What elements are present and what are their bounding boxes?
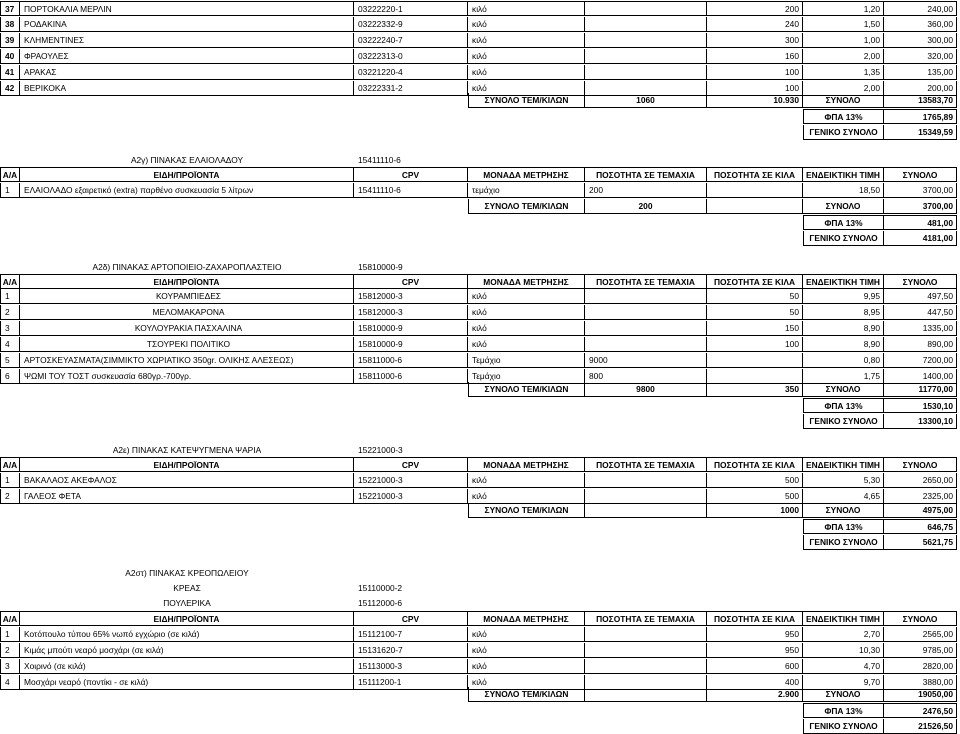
item-unit: κιλό xyxy=(468,33,585,48)
table-header xyxy=(0,167,957,182)
sum-label: ΣΥΝΟΛΟ ΤΕΜ/ΚΙΛΩΝ xyxy=(468,687,585,702)
item-pieces: 200 xyxy=(585,183,707,198)
row-number: 41 xyxy=(0,65,20,80)
item-cpv: 15113000-3 xyxy=(354,659,468,674)
item-cpv: 15221000-3 xyxy=(354,473,468,488)
row-number: 2 xyxy=(0,643,20,658)
item-unit: κιλό xyxy=(468,675,585,690)
item-name: ΜΕΛΟΜΑΚΑΡΟΝΑ xyxy=(20,305,354,320)
total-value: 4975,00 xyxy=(884,503,957,518)
item-cpv: 15810000-9 xyxy=(354,321,468,336)
table-row xyxy=(0,65,957,80)
sum-row xyxy=(0,382,957,397)
header-cpv: CPV xyxy=(354,611,468,626)
vat-row xyxy=(0,215,957,230)
grand-total-row xyxy=(0,414,957,429)
item-kg: 150 xyxy=(707,321,803,336)
item-total: 1400,00 xyxy=(884,369,957,384)
table-row xyxy=(0,17,957,32)
grand-total-row xyxy=(0,719,957,734)
item-price: 1,00 xyxy=(803,33,884,48)
item-price: 8,90 xyxy=(803,321,884,336)
header-items: ΕΙΔΗ/ΠΡΟΪΟΝΤΑ xyxy=(20,611,354,626)
item-unit: κιλό xyxy=(468,489,585,504)
item-total: 9785,00 xyxy=(884,643,957,658)
item-total: 135,00 xyxy=(884,65,957,80)
subsection-cpv: 15112000-6 xyxy=(358,598,403,608)
item-name: ΚΟΥΡΑΜΠΙΕΔΕΣ xyxy=(20,289,354,304)
row-number: 1 xyxy=(0,473,20,488)
header-price: ΕΝΔΕΙΚΤΙΚΗ ΤΙΜΗ xyxy=(803,167,884,182)
section-title-row xyxy=(0,566,957,581)
grand-total-value: 5621,75 xyxy=(884,535,957,550)
item-name: ΤΣΟΥΡΕΚΙ ΠΟΛΙΤΙΚΟ xyxy=(20,337,354,352)
item-total: 497,50 xyxy=(884,289,957,304)
total-value: 13583,70 xyxy=(884,93,957,108)
item-pieces xyxy=(585,1,707,16)
item-name: ΚΟΥΛΟΥΡΑΚΙΑ ΠΑΣΧΑΛΙΝΑ xyxy=(20,321,354,336)
item-unit: κιλό xyxy=(468,49,585,64)
item-pieces xyxy=(585,321,707,336)
vat-value: 1530,10 xyxy=(884,398,957,413)
item-price: 4,65 xyxy=(803,489,884,504)
item-cpv: 03222331-2 xyxy=(354,81,468,96)
header-total: ΣΥΝΟΛΟ xyxy=(884,611,957,626)
item-unit: κιλό xyxy=(468,81,585,96)
grand-total-row xyxy=(0,231,957,246)
sum-row xyxy=(0,503,957,518)
table-header xyxy=(0,611,957,626)
item-name: ΕΛΑΙΟΛΑΔΟ εξαιρετικό (extra) παρθένο συσκευασία 5 λίτρων xyxy=(20,183,354,198)
table-header xyxy=(0,274,957,289)
item-price: 10,30 xyxy=(803,643,884,658)
header-price: ΕΝΔΕΙΚΤΙΚΗ ΤΙΜΗ xyxy=(803,274,884,289)
grand-total-value: 15349,59 xyxy=(884,125,957,140)
item-unit: κιλό xyxy=(468,627,585,642)
row-number: 2 xyxy=(0,305,20,320)
item-kg xyxy=(707,183,803,198)
item-cpv: 15131620-7 xyxy=(354,643,468,658)
sum-pieces: 200 xyxy=(585,199,707,214)
item-pieces xyxy=(585,289,707,304)
header-total: ΣΥΝΟΛΟ xyxy=(884,457,957,472)
item-kg: 600 xyxy=(707,659,803,674)
item-total: 320,00 xyxy=(884,49,957,64)
section-title: Α2στ) ΠΙΝΑΚΑΣ ΚΡΕΟΠΩΛΕΙΟΥ xyxy=(125,568,249,578)
item-price: 9,70 xyxy=(803,675,884,690)
item-price: 2,00 xyxy=(803,81,884,96)
sum-pieces: 1060 xyxy=(585,93,707,108)
subsection-row xyxy=(0,596,957,611)
item-kg: 100 xyxy=(707,65,803,80)
table-row xyxy=(0,353,957,368)
table-row xyxy=(0,1,957,16)
item-pieces xyxy=(585,473,707,488)
table-row xyxy=(0,321,957,336)
sum-row xyxy=(0,199,957,214)
item-name: ΠΟΡΤΟΚΑΛΙΑ ΜΕΡΛΙΝ xyxy=(20,1,354,16)
vat-label: ΦΠΑ 13% xyxy=(803,215,884,230)
item-total: 447,50 xyxy=(884,305,957,320)
item-unit: κιλό xyxy=(468,321,585,336)
table-row xyxy=(0,305,957,320)
sum-label: ΣΥΝΟΛΟ ΤΕΜ/ΚΙΛΩΝ xyxy=(468,199,585,214)
sum-pieces: 9800 xyxy=(585,382,707,397)
item-price: 4,70 xyxy=(803,659,884,674)
item-price: 8,90 xyxy=(803,337,884,352)
sum-label: ΣΥΝΟΛΟ ΤΕΜ/ΚΙΛΩΝ xyxy=(468,382,585,397)
section-cpv: 15221000-3 xyxy=(358,445,403,455)
grand-total-value: 13300,10 xyxy=(884,414,957,429)
item-name: ΑΡΤΟΣΚΕΥΑΣΜΑΤΑ(ΣΙΜΜΙΚΤΟ ΧΩΡΙΑΤΙΚΟ 350gr. ΟΛΙΚΗΣ ΑΛΕΣΕΩΣ) xyxy=(20,353,354,368)
table-row xyxy=(0,289,957,304)
item-unit: κιλό xyxy=(468,659,585,674)
item-price: 9,95 xyxy=(803,289,884,304)
table-row xyxy=(0,627,957,642)
item-kg: 50 xyxy=(707,305,803,320)
vat-row xyxy=(0,703,957,718)
item-total: 240,00 xyxy=(884,1,957,16)
item-kg: 200 xyxy=(707,1,803,16)
item-cpv: 15112100-7 xyxy=(354,627,468,642)
item-kg: 100 xyxy=(707,81,803,96)
row-number: 38 xyxy=(0,17,20,32)
item-name: ΒΕΡΙΚΟΚΑ xyxy=(20,81,354,96)
table-row xyxy=(0,33,957,48)
item-cpv: 15812000-3 xyxy=(354,305,468,320)
item-total: 2325,00 xyxy=(884,489,957,504)
item-kg: 240 xyxy=(707,17,803,32)
row-number: 39 xyxy=(0,33,20,48)
item-kg: 300 xyxy=(707,33,803,48)
subsection-title: ΚΡΕΑΣ xyxy=(173,583,201,593)
section-title: Α2ε) ΠΙΝΑΚΑΣ ΚΑΤΕΨΥΓΜΕΝΑ ΨΑΡΙΑ xyxy=(112,445,262,455)
row-number: 5 xyxy=(0,353,20,368)
header-items: ΕΙΔΗ/ΠΡΟΪΟΝΤΑ xyxy=(20,457,354,472)
item-name: ΓΑΛΕΟΣ ΦΕΤΑ xyxy=(20,489,354,504)
vat-row xyxy=(0,109,957,124)
header-price: ΕΝΔΕΙΚΤΙΚΗ ΤΙΜΗ xyxy=(803,457,884,472)
sum-kg: 1000 xyxy=(707,503,803,518)
item-cpv: 15810000-9 xyxy=(354,337,468,352)
header-kg: ΠΟΣΟΤΗΤΑ ΣΕ ΚΙΛΑ xyxy=(707,274,803,289)
grand-total-label: ΓΕΝΙΚΟ ΣΥΝΟΛΟ xyxy=(803,231,884,246)
item-name: Κοτόπουλο τύπου 65% νωπό εγχώριο (σε κιλά) xyxy=(20,627,354,642)
item-cpv: 03222240-7 xyxy=(354,33,468,48)
item-name: Κιμάς μπούτι νεαρό μοσχάρι (σε κιλά) xyxy=(20,643,354,658)
header-aa: Α/Α xyxy=(0,167,20,182)
grand-total-label: ΓΕΝΙΚΟ ΣΥΝΟΛΟ xyxy=(803,535,884,550)
header-kg: ΠΟΣΟΤΗΤΑ ΣΕ ΚΙΛΑ xyxy=(707,457,803,472)
item-total: 3880,00 xyxy=(884,675,957,690)
header-pieces: ΠΟΣΟΤΗΤΑ ΣΕ ΤΕΜΑΧΙΑ xyxy=(585,167,707,182)
item-kg: 500 xyxy=(707,489,803,504)
item-unit: κιλό xyxy=(468,65,585,80)
sum-row xyxy=(0,687,957,702)
item-price: 0,80 xyxy=(803,353,884,368)
sum-kg: 2.900 xyxy=(707,687,803,702)
item-unit: κιλό xyxy=(468,643,585,658)
header-unit: ΜΟΝΑΔΑ ΜΕΤΡΗΣΗΣ xyxy=(468,167,585,182)
item-pieces xyxy=(585,627,707,642)
item-unit: Τεμάχιο xyxy=(468,369,585,384)
item-kg: 950 xyxy=(707,643,803,658)
item-name: ΦΡΑΟΥΛΕΣ xyxy=(20,49,354,64)
header-pieces: ΠΟΣΟΤΗΤΑ ΣΕ ΤΕΜΑΧΙΑ xyxy=(585,274,707,289)
total-value: 11770,00 xyxy=(884,382,957,397)
item-kg: 50 xyxy=(707,289,803,304)
grand-total-label: ΓΕΝΙΚΟ ΣΥΝΟΛΟ xyxy=(803,414,884,429)
total-label: ΣΥΝΟΛΟ xyxy=(803,382,884,397)
item-name: ΡΟΔΑΚΙΝΑ xyxy=(20,17,354,32)
item-pieces xyxy=(585,643,707,658)
header-unit: ΜΟΝΑΔΑ ΜΕΤΡΗΣΗΣ xyxy=(468,274,585,289)
section-title: Α2γ) ΠΙΝΑΚΑΣ ΕΛΑΙΟΛΑΔΟΥ xyxy=(130,155,244,165)
row-number: 4 xyxy=(0,337,20,352)
header-total: ΣΥΝΟΛΟ xyxy=(884,167,957,182)
vat-label: ΦΠΑ 13% xyxy=(803,519,884,534)
item-pieces xyxy=(585,33,707,48)
total-label: ΣΥΝΟΛΟ xyxy=(803,199,884,214)
row-number: 4 xyxy=(0,675,20,690)
table-row xyxy=(0,643,957,658)
item-price: 1,75 xyxy=(803,369,884,384)
item-name: ΨΩΜΙ ΤΟΥ ΤΟΣΤ συσκευασία 680γρ.-700γρ. xyxy=(20,369,354,384)
item-kg: 400 xyxy=(707,675,803,690)
sum-pieces xyxy=(585,503,707,518)
section-title: Α2δ) ΠΙΝΑΚΑΣ ΑΡΤΟΠΟΙΕΙΟ-ΖΑΧΑΡΟΠΛΑΣΤΕΙΟ xyxy=(92,262,282,272)
item-total: 300,00 xyxy=(884,33,957,48)
item-price: 5,30 xyxy=(803,473,884,488)
item-price: 1,35 xyxy=(803,65,884,80)
header-items: ΕΙΔΗ/ΠΡΟΪΟΝΤΑ xyxy=(20,274,354,289)
item-cpv: 03222313-0 xyxy=(354,49,468,64)
item-kg: 100 xyxy=(707,337,803,352)
item-total: 2565,00 xyxy=(884,627,957,642)
vat-label: ΦΠΑ 13% xyxy=(803,398,884,413)
subsection-cpv: 15110000-2 xyxy=(358,583,403,593)
sum-kg: 350 xyxy=(707,382,803,397)
sum-pieces xyxy=(585,687,707,702)
table-row xyxy=(0,473,957,488)
item-cpv: 03222220-1 xyxy=(354,1,468,16)
total-value: 3700,00 xyxy=(884,199,957,214)
subsection-title: ΠΟΥΛΕΡΙΚΑ xyxy=(163,598,211,608)
header-total: ΣΥΝΟΛΟ xyxy=(884,274,957,289)
table-row xyxy=(0,183,957,198)
item-cpv: 03221220-4 xyxy=(354,65,468,80)
header-cpv: CPV xyxy=(354,457,468,472)
total-label: ΣΥΝΟΛΟ xyxy=(803,503,884,518)
item-total: 1335,00 xyxy=(884,321,957,336)
item-unit: κιλό xyxy=(468,337,585,352)
item-cpv: 15811000-6 xyxy=(354,369,468,384)
item-kg: 500 xyxy=(707,473,803,488)
subsection-row xyxy=(0,581,957,596)
vat-label: ΦΠΑ 13% xyxy=(803,109,884,124)
sum-kg xyxy=(707,199,803,214)
section-cpv: 15411110-6 xyxy=(358,155,401,165)
item-price: 2,00 xyxy=(803,49,884,64)
item-name: Μοσχάρι νεαρό (ποντίκι - σε κιλά) xyxy=(20,675,354,690)
row-number: 3 xyxy=(0,659,20,674)
row-number: 1 xyxy=(0,627,20,642)
row-number: 3 xyxy=(0,321,20,336)
row-number: 37 xyxy=(0,1,20,16)
header-kg: ΠΟΣΟΤΗΤΑ ΣΕ ΚΙΛΑ xyxy=(707,611,803,626)
section-title-row xyxy=(0,153,957,168)
item-cpv: 15411110-6 xyxy=(354,183,468,198)
item-unit: κιλό xyxy=(468,17,585,32)
item-unit: τεμάχιο xyxy=(468,183,585,198)
item-unit: κιλό xyxy=(468,473,585,488)
item-name: Χοιρινό (σε κιλά) xyxy=(20,659,354,674)
item-kg xyxy=(707,353,803,368)
item-total: 360,00 xyxy=(884,17,957,32)
vat-label: ΦΠΑ 13% xyxy=(803,703,884,718)
row-number: 2 xyxy=(0,489,20,504)
item-cpv: 15812000-3 xyxy=(354,289,468,304)
row-number: 1 xyxy=(0,289,20,304)
item-kg: 160 xyxy=(707,49,803,64)
item-pieces xyxy=(585,489,707,504)
item-cpv: 15811000-6 xyxy=(354,353,468,368)
header-aa: Α/Α xyxy=(0,611,20,626)
total-label: ΣΥΝΟΛΟ xyxy=(803,93,884,108)
vat-value: 481,00 xyxy=(884,215,957,230)
item-total: 2650,00 xyxy=(884,473,957,488)
item-pieces: 9000 xyxy=(585,353,707,368)
sum-label: ΣΥΝΟΛΟ ΤΕΜ/ΚΙΛΩΝ xyxy=(468,93,585,108)
table-row xyxy=(0,659,957,674)
item-pieces xyxy=(585,305,707,320)
header-aa: Α/Α xyxy=(0,457,20,472)
item-total: 3700,00 xyxy=(884,183,957,198)
item-price: 2,70 xyxy=(803,627,884,642)
total-value: 19050,00 xyxy=(884,687,957,702)
section-title-row xyxy=(0,260,957,275)
vat-value: 2476,50 xyxy=(884,703,957,718)
header-kg: ΠΟΣΟΤΗΤΑ ΣΕ ΚΙΛΑ xyxy=(707,167,803,182)
header-pieces: ΠΟΣΟΤΗΤΑ ΣΕ ΤΕΜΑΧΙΑ xyxy=(585,457,707,472)
vat-row xyxy=(0,519,957,534)
row-number: 40 xyxy=(0,49,20,64)
vat-value: 646,75 xyxy=(884,519,957,534)
header-pieces: ΠΟΣΟΤΗΤΑ ΣΕ ΤΕΜΑΧΙΑ xyxy=(585,611,707,626)
sum-label: ΣΥΝΟΛΟ ΤΕΜ/ΚΙΛΩΝ xyxy=(468,503,585,518)
item-pieces xyxy=(585,49,707,64)
grand-total-value: 21526,50 xyxy=(884,719,957,734)
total-label: ΣΥΝΟΛΟ xyxy=(803,687,884,702)
item-unit: κιλό xyxy=(468,289,585,304)
table-row xyxy=(0,337,957,352)
item-pieces xyxy=(585,659,707,674)
item-cpv: 03222332-9 xyxy=(354,17,468,32)
item-name: ΑΡΑΚΑΣ xyxy=(20,65,354,80)
table-header xyxy=(0,457,957,472)
row-number: 6 xyxy=(0,369,20,384)
item-name: ΚΛΗΜΕΝΤΙΝΕΣ xyxy=(20,33,354,48)
sum-kg: 10.930 xyxy=(707,93,803,108)
item-price: 1,20 xyxy=(803,1,884,16)
item-price: 8,95 xyxy=(803,305,884,320)
item-total: 2820,00 xyxy=(884,659,957,674)
grand-total-label: ΓΕΝΙΚΟ ΣΥΝΟΛΟ xyxy=(803,719,884,734)
header-cpv: CPV xyxy=(354,274,468,289)
table-row xyxy=(0,489,957,504)
vat-value: 1765,89 xyxy=(884,109,957,124)
row-number: 42 xyxy=(0,81,20,96)
vat-row xyxy=(0,398,957,413)
header-aa: Α/Α xyxy=(0,274,20,289)
header-cpv: CPV xyxy=(354,167,468,182)
item-price: 18,50 xyxy=(803,183,884,198)
item-kg: 950 xyxy=(707,627,803,642)
header-unit: ΜΟΝΑΔΑ ΜΕΤΡΗΣΗΣ xyxy=(468,611,585,626)
item-pieces xyxy=(585,337,707,352)
item-pieces: 800 xyxy=(585,369,707,384)
item-cpv: 15111200-1 xyxy=(354,675,468,690)
grand-total-row xyxy=(0,125,957,140)
section-cpv: 15810000-9 xyxy=(358,262,403,272)
grand-total-label: ΓΕΝΙΚΟ ΣΥΝΟΛΟ xyxy=(803,125,884,140)
row-number: 1 xyxy=(0,183,20,198)
item-total: 200,00 xyxy=(884,81,957,96)
item-unit: κιλό xyxy=(468,1,585,16)
item-pieces xyxy=(585,17,707,32)
sum-row xyxy=(0,93,957,108)
header-items: ΕΙΔΗ/ΠΡΟΪΟΝΤΑ xyxy=(20,167,354,182)
item-total: 7200,00 xyxy=(884,353,957,368)
grand-total-value: 4181,00 xyxy=(884,231,957,246)
item-price: 1,50 xyxy=(803,17,884,32)
item-pieces xyxy=(585,65,707,80)
section-title-row xyxy=(0,443,957,458)
item-name: ΒΑΚΑΛΑΟΣ ΑΚΕΦΑΛΟΣ xyxy=(20,473,354,488)
grand-total-row xyxy=(0,535,957,550)
item-total: 890,00 xyxy=(884,337,957,352)
header-price: ΕΝΔΕΙΚΤΙΚΗ ΤΙΜΗ xyxy=(803,611,884,626)
item-unit: Τεμάχιο xyxy=(468,353,585,368)
header-unit: ΜΟΝΑΔΑ ΜΕΤΡΗΣΗΣ xyxy=(468,457,585,472)
table-row xyxy=(0,49,957,64)
item-cpv: 15221000-3 xyxy=(354,489,468,504)
item-unit: κιλό xyxy=(468,305,585,320)
